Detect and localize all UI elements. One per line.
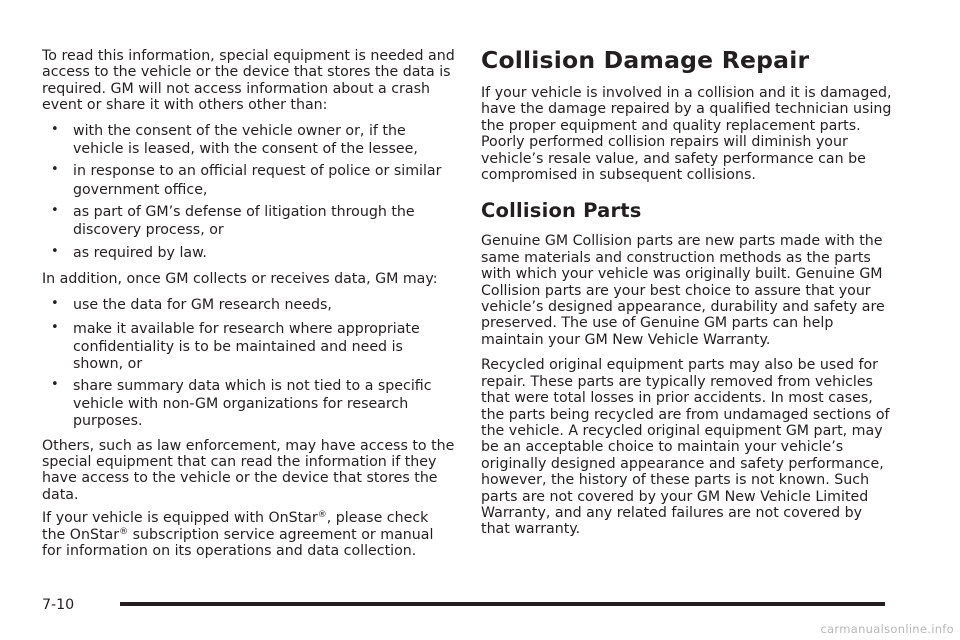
bullet-icon: • [51, 377, 59, 393]
others-paragraph: Others, such as law enforcement, may have access to the special equipment that can read the information if they have access to the vehicle or the device that stores the data. [42, 437, 455, 503]
page-number: 7-10 [42, 597, 75, 613]
list-item: • as required by law. [51, 244, 207, 262]
right-column [481, 46, 893, 547]
bullet-icon: • [51, 319, 59, 335]
left-column [42, 48, 456, 566]
registered-mark: ® [317, 510, 327, 521]
registered-mark: ® [119, 526, 129, 537]
bullet-icon: • [51, 244, 59, 260]
bullet-icon: • [51, 295, 59, 311]
watermark: carmanualsonline.info [820, 622, 954, 636]
bullet-icon: • [51, 121, 59, 137]
recycled-parts-paragraph: Recycled original equipment parts may also be used for repair. These parts are typically removed from vehicles that were total losses in prior accidents. In most cases, the parts being recycled are from undamaged sections of the vehicle. A recycled original equipment GM part, may be an acceptable choice to maintain your vehicle’s originally designed appearance and safety performance, however, the history of these parts is not known. Such parts are not covered by your GM New Vehicle Limited Warranty, and any related failures are not covered by that warranty. [481, 357, 890, 538]
section-heading-collision-parts: Collision Parts [481, 199, 642, 223]
collision-damage-paragraph: If your vehicle is involved in a collision and it is damaged, have the damage repaired by a qualified technician using the proper equipment and quality replacement parts. Poorly performed collision repairs will diminish your vehicle’s resale value, and safety performance can be compromised in subsequent collisions. [481, 85, 892, 184]
bullet-icon: • [51, 203, 59, 219]
genuine-parts-paragraph: Genuine GM Collision parts are new parts made with the same materials and construction methods as the parts with which your vehicle was originally built. Genuine GM Collision parts are your best choice to assure that your vehicle’s designed appearance, durability and safety are preserved. The use of Genuine GM parts can help maintain your GM New Vehicle Warranty. [481, 233, 885, 348]
list-item: • with the consent of the vehicle owner or, if the vehicle is leased, with the consent of the lessee, [51, 121, 418, 157]
bullet-icon: • [51, 162, 59, 178]
intro-paragraph: To read this information, special equipment is needed and access to the vehicle or the device that stores the data is required. GM will not access information about a crash event or share it with others other than: [42, 48, 455, 114]
list-item: • make it available for research where appropriate confidentiality is to be maintained and need is shown, or [51, 319, 420, 372]
footer-rule [120, 602, 885, 606]
consent-list [42, 121, 456, 264]
list-item: • in response to an official request of police or similar government office, [51, 162, 442, 198]
addition-paragraph: In addition, once GM collects or receives data, GM may: [42, 271, 438, 288]
list-item: • use the data for GM research needs, [51, 295, 332, 313]
section-heading-collision-damage-repair: Collision Damage Repair [481, 46, 810, 74]
usage-list [42, 295, 456, 430]
list-item: • as part of GM’s defense of litigation through the discovery process, or [51, 203, 415, 239]
list-item: • share summary data which is not tied to a specific vehicle with non-GM organizations for research purposes. [51, 377, 432, 430]
onstar-paragraph: If your vehicle is equipped with OnStar®, please check the OnStar® subscription service agreement or manual for information on its operations and data collection. [42, 510, 434, 560]
